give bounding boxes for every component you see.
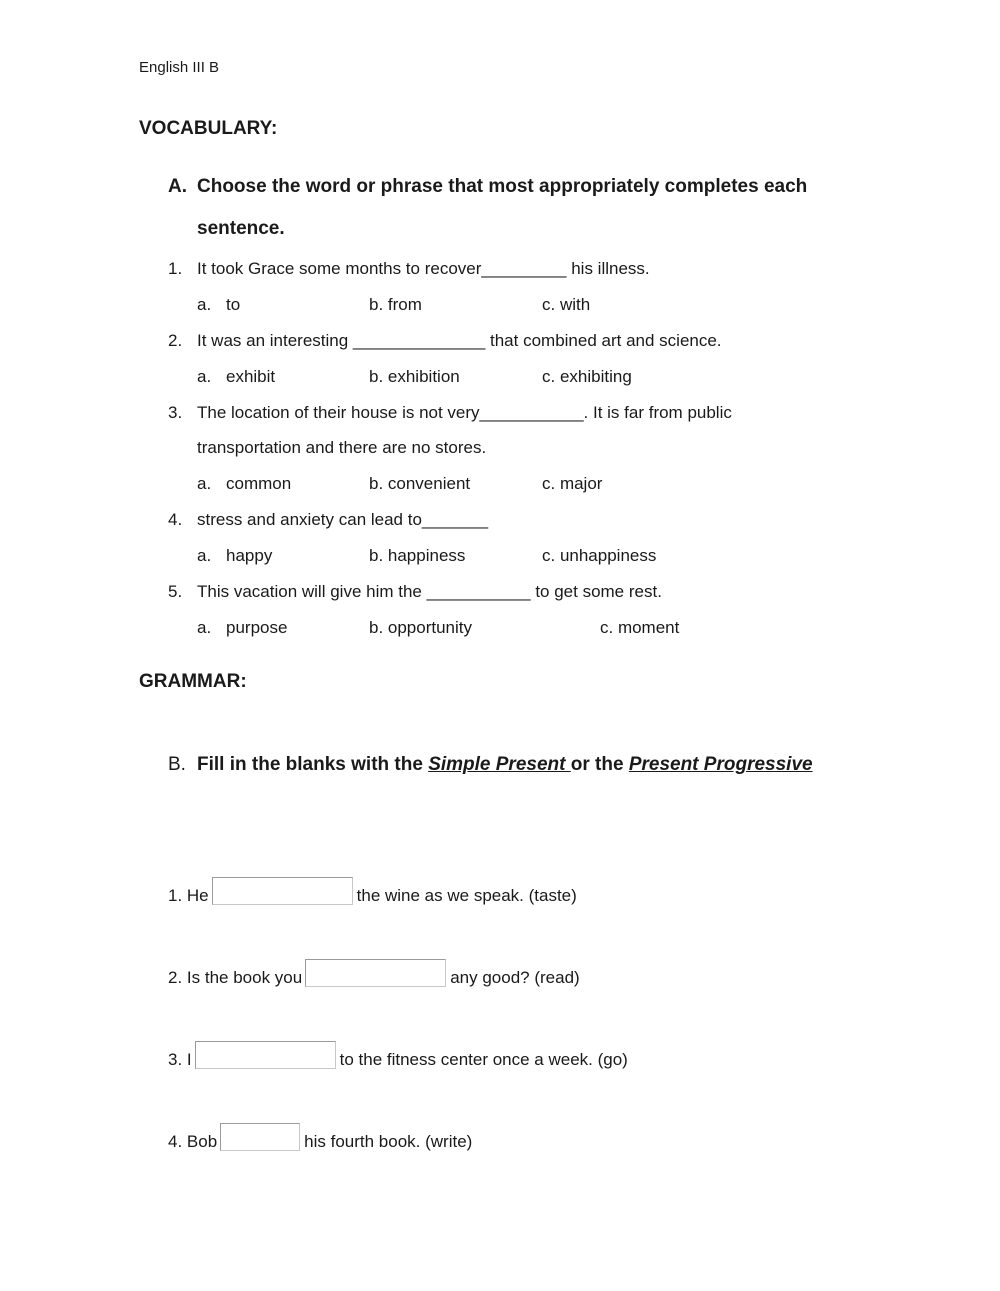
question-4-option-a[interactable]: happy bbox=[226, 546, 273, 565]
question-2-text: It was an interesting ______________ that combined art and science. bbox=[197, 331, 722, 350]
question-3-option-a-letter: a. bbox=[197, 474, 212, 493]
question-2-option-b[interactable]: b. exhibition bbox=[369, 367, 460, 386]
question-3-option-c[interactable]: c. major bbox=[542, 474, 603, 493]
question-3-option-a[interactable]: common bbox=[226, 474, 292, 493]
instruction-b-mid: or the bbox=[570, 754, 629, 775]
instruction-b-letter: B. bbox=[168, 754, 186, 775]
question-3-text-continued: transportation and there are no stores. bbox=[197, 438, 487, 457]
grammar-item-2-pre: 2. Is the book you bbox=[168, 968, 303, 987]
grammar-item-3-post: to the fitness center once a week. (go) bbox=[339, 1050, 628, 1069]
question-4-text: stress and anxiety can lead to_______ bbox=[197, 510, 489, 529]
question-4-option-a-letter: a. bbox=[197, 546, 212, 565]
question-2-option-a-letter: a. bbox=[197, 367, 212, 386]
instruction-a-letter: A. bbox=[168, 176, 187, 197]
grammar-item-4-pre: 4. Bob bbox=[168, 1132, 218, 1151]
grammar-item-3-input[interactable] bbox=[195, 1041, 336, 1069]
question-5-number: 5. bbox=[168, 582, 183, 601]
question-5-text: This vacation will give him the ___________ to get some rest. bbox=[197, 582, 662, 601]
question-1-option-b[interactable]: b. from bbox=[369, 295, 422, 314]
term-present-progressive: Present Progressive bbox=[628, 754, 813, 775]
question-3-text: The location of their house is not very___________. It is far from public bbox=[197, 403, 732, 422]
instruction-b-pre: Fill in the blanks with the bbox=[197, 754, 429, 775]
grammar-item-2 bbox=[168, 959, 580, 988]
question-2-option-c[interactable]: c. exhibiting bbox=[542, 367, 632, 386]
question-2-option-a[interactable]: exhibit bbox=[226, 367, 276, 386]
question-1-option-a-letter: a. bbox=[197, 295, 212, 314]
question-3-number: 3. bbox=[168, 403, 183, 422]
grammar-item-1 bbox=[168, 877, 577, 906]
question-3-option-b[interactable]: b. convenient bbox=[369, 474, 471, 493]
grammar-item-4 bbox=[168, 1123, 472, 1152]
question-5-option-b[interactable]: b. opportunity bbox=[369, 618, 473, 637]
grammar-title: GRAMMAR: bbox=[139, 671, 247, 692]
question-4-number: 4. bbox=[168, 510, 183, 529]
grammar-item-4-input[interactable] bbox=[220, 1123, 300, 1151]
grammar-item-1-post: the wine as we speak. (taste) bbox=[356, 886, 577, 905]
question-5-option-a[interactable]: purpose bbox=[226, 618, 288, 637]
instruction-a-line1: Choose the word or phrase that most appropriately completes each bbox=[197, 176, 808, 197]
question-5-option-c[interactable]: c. moment bbox=[600, 618, 680, 637]
term-simple-present: Simple Present bbox=[428, 754, 571, 775]
vocabulary-title: VOCABULARY: bbox=[139, 118, 278, 139]
question-1-number: 1. bbox=[168, 259, 183, 278]
instruction-a-line2: sentence. bbox=[197, 218, 285, 239]
question-1-option-c[interactable]: c. with bbox=[542, 295, 591, 314]
question-4-option-c[interactable]: c. unhappiness bbox=[542, 546, 657, 565]
grammar-item-3-pre: 3. I bbox=[168, 1050, 192, 1069]
question-4-option-b[interactable]: b. happiness bbox=[369, 546, 466, 565]
grammar-item-1-pre: 1. He bbox=[168, 886, 209, 905]
grammar-item-2-post: any good? (read) bbox=[450, 968, 580, 987]
question-1-text: It took Grace some months to recover_________ his illness. bbox=[197, 259, 650, 278]
grammar-item-4-post: his fourth book. (write) bbox=[304, 1132, 473, 1151]
document-header: English III B bbox=[139, 59, 220, 76]
question-5-option-a-letter: a. bbox=[197, 618, 212, 637]
question-2-number: 2. bbox=[168, 331, 183, 350]
question-1-option-a[interactable]: to bbox=[226, 295, 241, 314]
grammar-item-3 bbox=[168, 1041, 628, 1070]
instruction-b bbox=[197, 754, 813, 776]
grammar-item-1-input[interactable] bbox=[212, 877, 353, 905]
grammar-item-2-input[interactable] bbox=[305, 959, 446, 987]
